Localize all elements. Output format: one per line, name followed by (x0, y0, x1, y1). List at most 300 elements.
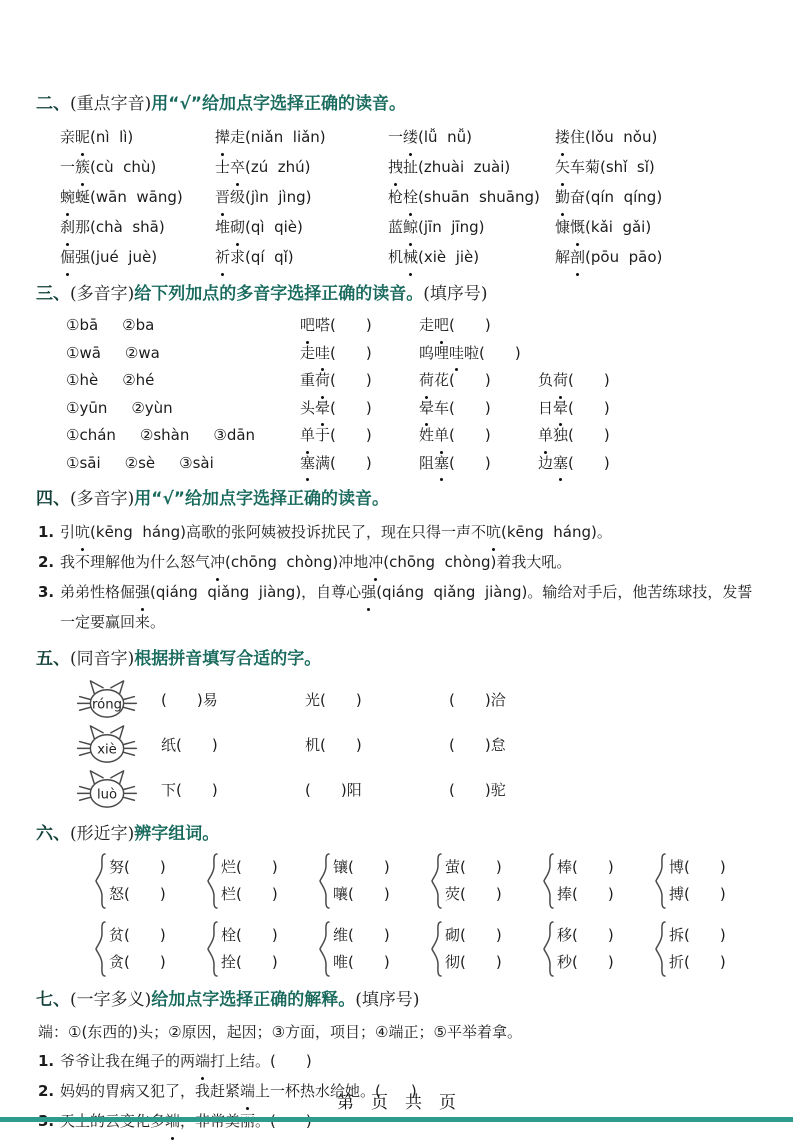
pair-char: 贪 (109, 953, 125, 971)
section-3-header (36, 282, 763, 306)
answer-blank: ( ) (572, 953, 614, 971)
text-segment: 重 (300, 371, 316, 389)
fill-word: ( )洽 (449, 691, 506, 709)
text-segment: (chōng chòng)冲地 (225, 553, 369, 571)
section-suffix: (填序号) (355, 990, 420, 1010)
bottom-accent-bar (0, 1117, 793, 1122)
brace-icon (654, 852, 667, 910)
fill-word: ( )驼 (449, 781, 506, 799)
pinyin-option: ②wa (124, 343, 160, 362)
section-number: 四、 (36, 489, 70, 509)
text-segment: 枪 (388, 188, 404, 206)
dotted-char: 昵 (75, 122, 90, 152)
text-segment: 求(qí qǐ) (230, 248, 294, 266)
answer-blank: ( ) (684, 858, 726, 876)
text-segment: 打上结。( ) (210, 1052, 312, 1070)
text-segment: (xiè jiè) (418, 248, 480, 266)
answer-blank: ( ) (572, 885, 614, 903)
polyphone-row (66, 367, 763, 395)
section-number: 五、 (36, 649, 70, 669)
pair-char: 栏 (221, 885, 237, 903)
text-segment: (zú zhú) (245, 158, 311, 176)
fill-word: 纸( ) (161, 736, 218, 754)
text-segment: 负 (538, 371, 554, 389)
word-item (555, 122, 763, 152)
word-item (555, 152, 763, 182)
question-item (38, 577, 763, 637)
fill-word (419, 395, 538, 423)
text-segment: 那(chà shā) (75, 218, 165, 236)
section-title: 给加点字选择正确的解释。 (151, 990, 356, 1010)
dotted-char: 砌 (230, 212, 245, 242)
pair-entry (109, 922, 166, 949)
text-segment: ( ) (330, 398, 372, 417)
page-footer: 第 页 共 页 (337, 1093, 456, 1113)
text-segment: 头 (300, 398, 316, 417)
fill-word: 下( ) (161, 781, 218, 799)
text-segment: 车( ) (434, 398, 491, 417)
question-number: 1. (38, 1052, 55, 1070)
polyphone-row (66, 395, 763, 423)
pair-char: 砌 (445, 926, 461, 944)
section-tag: (多音字) (70, 489, 135, 509)
answer-blank: ( ) (684, 885, 726, 903)
word-item (60, 212, 215, 242)
fill-word (538, 395, 657, 423)
answer-blank: ( ) (572, 926, 614, 944)
polyphone-row (66, 312, 763, 340)
dotted-char: 撵 (215, 122, 230, 152)
fill-word (300, 312, 419, 340)
pinyin-option: ①hè (66, 371, 99, 389)
dotted-char: 吭 (486, 517, 501, 547)
pair-entry (445, 881, 502, 908)
confusable-pair (94, 852, 196, 910)
section-2-grid (60, 122, 763, 272)
confusable-pair (206, 920, 308, 978)
text-segment: ( ) (568, 453, 610, 472)
definition-list: 端：①(东西的)头；②原因，起因；③方面，项目；④端正；⑤平举着拿。 (38, 1023, 522, 1041)
dotted-char: 晕 (315, 395, 330, 423)
text-segment: ( ) (449, 316, 491, 334)
dotted-char: 荷 (553, 367, 568, 395)
answer-blank: ( ) (348, 885, 390, 903)
pair-char: 棒 (557, 858, 573, 876)
text-segment: (shuān shuāng) (418, 188, 540, 206)
pinyin-option: ①sāi (66, 453, 101, 472)
homophone-row (75, 722, 763, 767)
text-segment: 弟弟性格倔 (60, 583, 136, 601)
cat-face-icon (75, 767, 139, 812)
question-text (60, 523, 612, 541)
dotted-char: 强 (361, 577, 376, 607)
pair-char: 镶 (333, 858, 349, 876)
word-item (555, 212, 763, 242)
text-segment: 强(jué juè) (75, 248, 158, 266)
confusable-pair (318, 852, 420, 910)
question-number: 1. (38, 523, 55, 541)
word-item (60, 122, 215, 152)
text-segment: (pōu pāo) (585, 248, 663, 266)
answer-blank: ( ) (348, 953, 390, 971)
fill-word: 机( ) (305, 736, 362, 754)
brace-icon (318, 920, 331, 978)
pair-entry (669, 854, 726, 881)
confusable-pair (654, 920, 756, 978)
word-item (388, 122, 555, 152)
question-number: 2. (38, 553, 55, 571)
text-segment: 士 (215, 158, 231, 176)
question-item (38, 517, 763, 547)
word-item (388, 152, 555, 182)
section-title: 辨字组词。 (134, 824, 220, 844)
brace-icon (542, 920, 555, 978)
fill-word: 光( ) (305, 691, 362, 709)
fill-word (419, 367, 538, 395)
pair-char: 荧 (445, 885, 461, 903)
brace-icon (654, 920, 667, 978)
homophone-row (75, 677, 763, 722)
text-segment: 花( ) (434, 371, 491, 389)
cat-pinyin-badge (75, 767, 139, 812)
fill-word (538, 450, 657, 478)
dotted-char: 端 (195, 1046, 210, 1076)
text-segment: 满( ) (315, 453, 372, 472)
pinyin-option: ②sè (124, 453, 156, 472)
pinyin-option: ②yùn (131, 398, 173, 417)
answer-blank: ( ) (124, 885, 166, 903)
answer-blank: ( ) (348, 858, 390, 876)
word-item (555, 182, 763, 212)
pinyin-option: ③sài (179, 453, 214, 472)
cat-pinyin-label: róng (92, 697, 122, 713)
text-segment: (chōng chòng)着我大吼。 (383, 553, 572, 571)
pair-entry (333, 881, 390, 908)
text-segment: (lǚ nǚ) (418, 128, 472, 146)
text-segment: 上一杯热水给她。( ) (255, 1082, 417, 1100)
word-item (215, 242, 388, 272)
word-item (388, 212, 555, 242)
text-segment: ( ) (449, 426, 491, 444)
section-title: 给下列加点的多音字选择正确的读音。 (134, 284, 424, 304)
text-segment: 妈妈的胃病又犯了，我赶紧 (60, 1082, 241, 1100)
text-segment: (qiáng qiǎng jiàng)。输给对手后，他苦练球技，发誓一定要赢回来。 (60, 583, 753, 631)
brace-icon (318, 852, 331, 910)
pair-char: 怒 (109, 885, 125, 903)
confusable-pair (206, 852, 308, 910)
text-segment: 走 (300, 343, 316, 362)
dotted-char: 哇 (315, 340, 330, 368)
text-segment: 解 (555, 248, 571, 266)
pair-entry (221, 881, 278, 908)
question-text (60, 553, 571, 571)
text-segment: ( ) (449, 453, 491, 472)
text-segment: 爷爷让我在绳子的两 (60, 1052, 196, 1070)
word-item (555, 242, 763, 272)
section-5-header (36, 647, 763, 671)
text-segment: 阻 (419, 453, 435, 472)
pinyin-option: ②shàn (139, 426, 190, 444)
text-segment: ( ) (568, 371, 610, 389)
question-text (60, 583, 752, 631)
text-segment: 蓝 (388, 218, 404, 236)
pair-entry (333, 922, 390, 949)
section-5 (36, 647, 763, 812)
pinyin-option: ①chán (66, 426, 116, 444)
answer-blank: ( ) (236, 885, 278, 903)
pinyin-options (66, 367, 300, 395)
dotted-char: 祈 (215, 242, 230, 272)
fill-word (419, 422, 538, 450)
text-segment: 姓 (419, 426, 435, 444)
word-item (388, 182, 555, 212)
text-segment: 堆 (215, 218, 231, 236)
cat-pinyin-badge (75, 722, 139, 767)
fill-word (538, 367, 657, 395)
pair-char: 移 (557, 926, 573, 944)
dotted-char: 冲 (368, 547, 383, 577)
brace-icon (430, 852, 443, 910)
word-item (215, 152, 388, 182)
pair-char: 博 (669, 858, 685, 876)
answer-blank: ( ) (460, 953, 502, 971)
question-number: 2. (38, 1082, 55, 1100)
text-segment: ( ) (568, 398, 610, 417)
pinyin-option: ①bā (66, 316, 99, 334)
pinyin-options (66, 312, 300, 340)
fill-word (419, 450, 538, 478)
section-6-header (36, 822, 763, 846)
pinyin-options (66, 450, 300, 478)
text-segment: 引 (60, 523, 76, 541)
question-number: 3. (38, 583, 55, 601)
pair-entry (557, 854, 614, 881)
polyphone-row (66, 422, 763, 450)
pair-entry (445, 854, 502, 881)
section-title: 用“√”给加点字选择正确的读音。 (151, 94, 406, 114)
dotted-char: 缕 (403, 122, 418, 152)
confusable-pair (94, 920, 196, 978)
fill-word (419, 340, 538, 368)
text-segment: (jīn jīng) (418, 218, 485, 236)
fill-word: ( )阳 (305, 781, 362, 799)
pair-char: 努 (109, 858, 125, 876)
pair-entry (221, 854, 278, 881)
word-item (215, 122, 388, 152)
section-number: 二、 (36, 94, 70, 114)
confusable-pair (542, 852, 644, 910)
cat-pinyin-label: xiè (97, 742, 117, 758)
answer-blank: ( ) (572, 858, 614, 876)
pair-entry (445, 949, 502, 976)
text-segment: 独( ) (553, 426, 610, 444)
section-4-header (36, 487, 763, 511)
pair-char: 秒 (557, 953, 573, 971)
brace-icon (94, 920, 107, 978)
word-item (60, 182, 215, 212)
answer-blank: ( ) (460, 858, 502, 876)
pair-char: 彻 (445, 953, 461, 971)
fill-word (419, 312, 538, 340)
brace-icon (542, 852, 555, 910)
pair-entry (445, 922, 502, 949)
dotted-char: 栓 (403, 182, 418, 212)
text-segment: ( ) (330, 343, 372, 362)
section-4 (36, 487, 763, 637)
word-item (215, 212, 388, 242)
text-segment: 边 (538, 453, 554, 472)
pair-entry (109, 854, 166, 881)
section-number: 六、 (36, 824, 70, 844)
text-segment: 慷 (555, 218, 571, 236)
pair-entry (221, 922, 278, 949)
dotted-char: 卒 (230, 152, 245, 182)
text-segment: (kēng háng)。 (500, 523, 612, 541)
section-number: 七、 (36, 990, 70, 1010)
dotted-char: 哇 (449, 340, 464, 368)
text-segment: 我不理解他为什么怒气 (60, 553, 211, 571)
dotted-char: 搂 (555, 122, 570, 152)
pair-char: 折 (669, 953, 685, 971)
text-segment: (qì qiè) (245, 218, 303, 236)
confusable-pair (542, 920, 644, 978)
text-segment: 啦( ) (464, 343, 521, 362)
dotted-char: 晋 (215, 182, 230, 212)
text-segment: 蜒(wān wāng) (75, 188, 183, 206)
text-segment: (kǎi gǎi) (585, 218, 652, 236)
dotted-char: 吧 (434, 312, 449, 340)
answer-blank: ( ) (124, 926, 166, 944)
pinyin-options (66, 422, 300, 450)
answer-blank: ( ) (460, 926, 502, 944)
section-7-header (36, 988, 763, 1012)
pair-entry (669, 881, 726, 908)
section-tag: (同音字) (70, 649, 135, 669)
fill-word (300, 422, 419, 450)
dotted-char: 荷 (315, 367, 330, 395)
dotted-char: 单 (434, 422, 449, 450)
answer-blank: ( ) (684, 953, 726, 971)
fill-word (300, 367, 419, 395)
word-item (388, 242, 555, 272)
dotted-char: 倔 (60, 242, 75, 272)
pair-row (94, 920, 763, 978)
cat-face-icon (75, 677, 139, 722)
answer-blank: ( ) (236, 953, 278, 971)
dotted-char: 慨 (570, 212, 585, 242)
pinyin-options (66, 340, 300, 368)
dotted-char: 晕 (419, 395, 434, 423)
pair-char: 拴 (221, 953, 237, 971)
dotted-char: 塞 (553, 450, 568, 478)
dotted-char: 矢 (555, 152, 570, 182)
dotted-char: 冲 (210, 547, 225, 577)
pair-entry (333, 949, 390, 976)
pair-entry (333, 854, 390, 881)
text-segment: 奋(qín qíng) (570, 188, 663, 206)
section-tag: (形近字) (70, 824, 135, 844)
text-segment: ( ) (330, 371, 372, 389)
dotted-char: 塞 (434, 450, 449, 478)
section-tag: (多音字) (70, 284, 135, 304)
text-segment: 嗒( ) (315, 316, 372, 334)
fill-word (300, 340, 419, 368)
pair-entry (669, 949, 726, 976)
pair-entry (109, 881, 166, 908)
answer-blank: ( ) (124, 858, 166, 876)
confusable-pair (654, 852, 756, 910)
answer-blank: ( ) (124, 953, 166, 971)
pinyin-option: ①yūn (66, 398, 108, 417)
section-number: 三、 (36, 284, 70, 304)
section-2 (36, 92, 763, 272)
text-segment: 住(lǒu nǒu) (570, 128, 658, 146)
word-item (60, 152, 215, 182)
word-item (60, 242, 215, 272)
dotted-char: 单 (538, 422, 553, 450)
dotted-char: 塞 (300, 450, 315, 478)
dotted-char: 刹 (60, 212, 75, 242)
word-item (215, 182, 388, 212)
text-segment: 级(jìn jìng) (230, 188, 312, 206)
confusable-pair (318, 920, 420, 978)
answer-blank: ( ) (684, 926, 726, 944)
text-segment: 车菊(shǐ sǐ) (570, 158, 655, 176)
pair-char: 唯 (333, 953, 349, 971)
dotted-char: 拽 (388, 152, 403, 182)
fill-word (300, 450, 419, 478)
brace-icon (206, 852, 219, 910)
pinyin-options (66, 395, 300, 423)
dotted-char: 吭 (75, 517, 90, 547)
question-text (60, 1052, 312, 1070)
text-segment: 走(niǎn liǎn) (230, 128, 326, 146)
section-title: 用“√”给加点字选择正确的读音。 (134, 489, 389, 509)
cat-face-icon (75, 722, 139, 767)
pair-char: 维 (333, 926, 349, 944)
text-segment: (kēng háng)高歌的张阿姨被投诉扰民了，现在只得一声不 (90, 523, 486, 541)
dotted-char: 单 (300, 422, 315, 450)
text-segment: 亲 (60, 128, 76, 146)
confusable-pair (430, 852, 532, 910)
answer-blank: ( ) (460, 885, 502, 903)
confusable-pair (430, 920, 532, 978)
answer-blank: ( ) (236, 926, 278, 944)
pinyin-option: ①wā (66, 343, 101, 362)
text-segment: 呜哩 (419, 343, 450, 362)
dotted-char: 强 (135, 577, 150, 607)
dotted-char: 端 (240, 1076, 255, 1106)
pair-entry (221, 949, 278, 976)
dotted-char: 吧 (300, 312, 315, 340)
answer-blank: ( ) (236, 858, 278, 876)
dotted-char: 蜿 (60, 182, 75, 212)
pair-char: 萤 (445, 858, 461, 876)
pinyin-option: ②ba (122, 316, 155, 334)
pair-entry (669, 922, 726, 949)
text-segment: 日 (538, 398, 554, 417)
polyphone-row (66, 340, 763, 368)
dotted-char: 荷 (419, 367, 434, 395)
fill-word (300, 395, 419, 423)
pair-char: 贫 (109, 926, 125, 944)
text-segment: 一 (60, 158, 76, 176)
text-segment: 扯(zhuài zuài) (403, 158, 511, 176)
text-segment: 于( ) (315, 426, 372, 444)
section-tag: (一字多义) (70, 990, 152, 1010)
cat-pinyin-badge (75, 677, 139, 722)
brace-icon (94, 852, 107, 910)
